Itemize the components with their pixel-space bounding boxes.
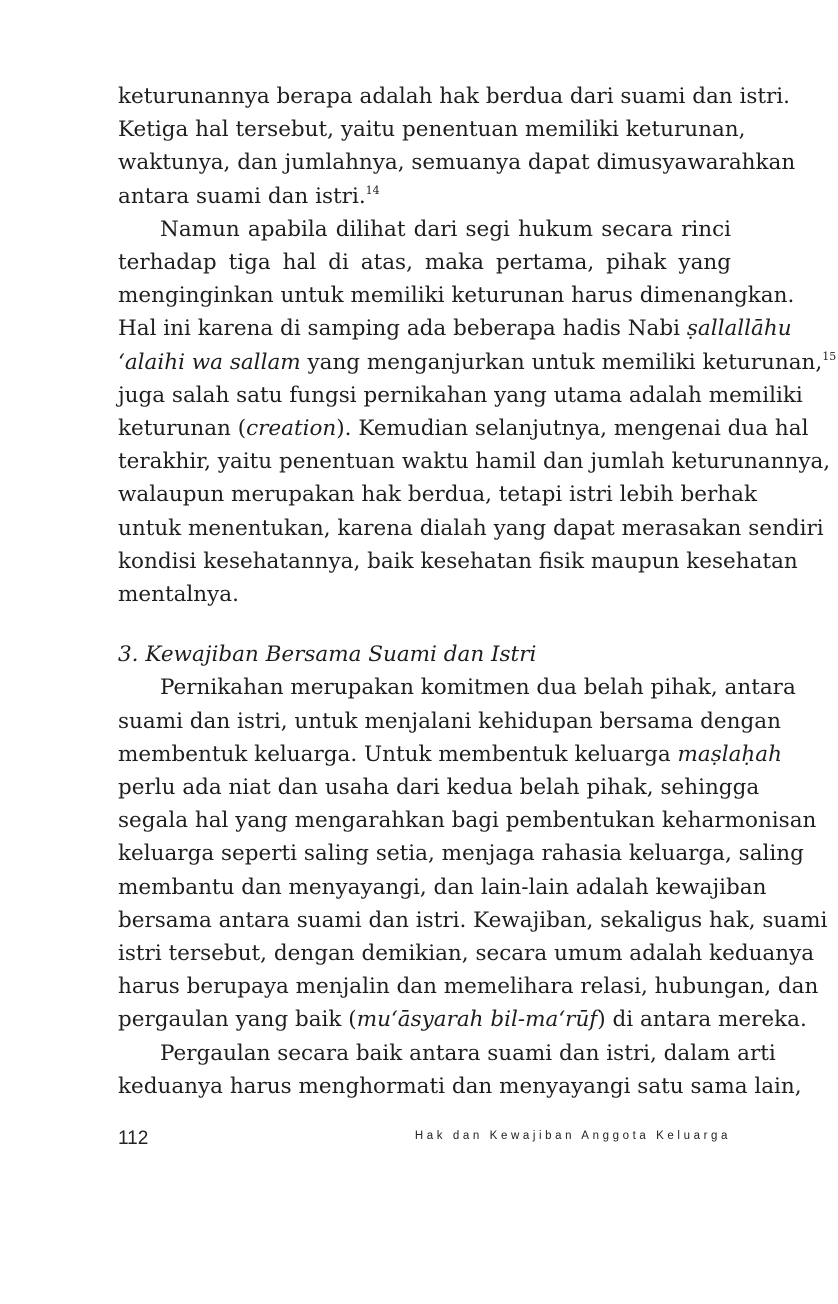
italic-term: mu‘āsyarah bil-ma‘rūf — [356, 1007, 598, 1033]
page-body — [118, 80, 837, 1103]
text-segment: ) di antara mereka. — [597, 1007, 807, 1033]
paragraph-3 — [118, 671, 828, 1036]
text-line — [118, 312, 792, 345]
text-line — [118, 412, 809, 445]
text-segment: antara suami dan istri. — [118, 183, 366, 209]
text-line: walaupun merupakan hak berdua, tetapi istri lebih berhak — [118, 482, 757, 508]
paragraph-2 — [118, 213, 837, 611]
text-line — [118, 1003, 807, 1036]
text-line: Ketiga hal tersebut, yaitu penentuan memiliki keturunan, — [118, 117, 746, 143]
section-spacer — [118, 611, 731, 638]
text-line: waktunya, dan jumlahnya, semuanya dapat dimusyawarahkan — [118, 150, 796, 176]
text-line: Namun apabila dilihat dari segi hukum secara rinci — [160, 216, 731, 242]
text-line — [118, 346, 837, 379]
paragraph-4 — [118, 1037, 802, 1103]
page-footer — [118, 1128, 731, 1158]
text-line: istri tersebut, dengan demikian, secara umum adalah keduanya — [118, 941, 815, 967]
paragraph-1 — [118, 80, 796, 213]
text-segment: Hal ini karena di samping ada beberapa hadis Nabi — [118, 316, 687, 342]
italic-term: ‘alaihi wa sallam — [118, 349, 301, 375]
text-segment: membentuk keluarga. Untuk membentuk keluarga — [118, 741, 678, 767]
text-line — [118, 180, 731, 213]
text-segment: yang menganjurkan untuk memiliki keturunan, — [300, 349, 823, 375]
text-line: keduanya harus menghormati dan menyayangi satu sama lain, — [118, 1073, 802, 1099]
text-line: terhadap tiga hal di atas, maka pertama, pihak yang — [118, 250, 731, 276]
italic-term: ṣallallāhu — [686, 316, 792, 342]
text-segment: keturunan ( — [118, 416, 247, 442]
page-number: 112 — [118, 1128, 149, 1149]
text-line: suami dan istri, untuk menjalani kehidupan bersama dengan — [118, 708, 781, 734]
text-line — [118, 738, 782, 771]
footnote-ref-14[interactable]: 14 — [365, 183, 380, 197]
italic-term: maṣlaḥah — [677, 741, 782, 767]
text-line: keturunannya berapa adalah hak berdua dari suami dan istri. — [118, 84, 791, 109]
text-line: Pernikahan merupakan komitmen dua belah pihak, antara — [160, 675, 796, 701]
text-line: kondisi kesehatannya, baik kesehatan fisik maupun kesehatan — [118, 548, 798, 574]
text-line: perlu ada niat dan usaha dari kedua belah pihak, sehingga — [118, 775, 760, 801]
text-line: keluarga seperti saling setia, menjaga rahasia keluarga, saling — [118, 841, 804, 867]
text-segment: ). Kemudian selanjutnya, mengenai dua hal — [336, 416, 809, 442]
footnote-ref-15[interactable]: 15 — [822, 349, 837, 363]
text-line: harus berupaya menjalin dan memelihara relasi, hubungan, dan — [118, 974, 819, 1000]
text-line: membantu dan menyayangi, dan lain-lain adalah kewajiban — [118, 874, 767, 900]
text-line: bersama antara suami dan istri. Kewajiban, sekaligus hak, suami — [118, 907, 828, 933]
text-line: segala hal yang mengarahkan bagi pembentukan keharmonisan — [118, 808, 817, 834]
text-line: mentalnya. — [118, 582, 239, 608]
text-line: Pergaulan secara baik antara suami dan istri, dalam arti — [160, 1040, 776, 1066]
text-segment: pergaulan yang baik ( — [118, 1007, 357, 1033]
text-line: juga salah satu fungsi pernikahan yang utama adalah memiliki — [118, 382, 803, 408]
text-line: menginginkan untuk memiliki keturunan harus dimenangkan. — [118, 283, 795, 309]
text-line: untuk menentukan, karena dialah yang dapat merasakan sendiri — [118, 515, 824, 541]
text-line: terakhir, yaitu penentuan waktu hamil dan jumlah keturunannya, — [118, 449, 831, 475]
section-heading: 3. Kewajiban Bersama Suami dan Istri — [118, 642, 537, 668]
running-title: Hak dan Kewajiban Anggota Keluarga — [414, 1130, 731, 1142]
italic-term: creation — [246, 416, 337, 442]
